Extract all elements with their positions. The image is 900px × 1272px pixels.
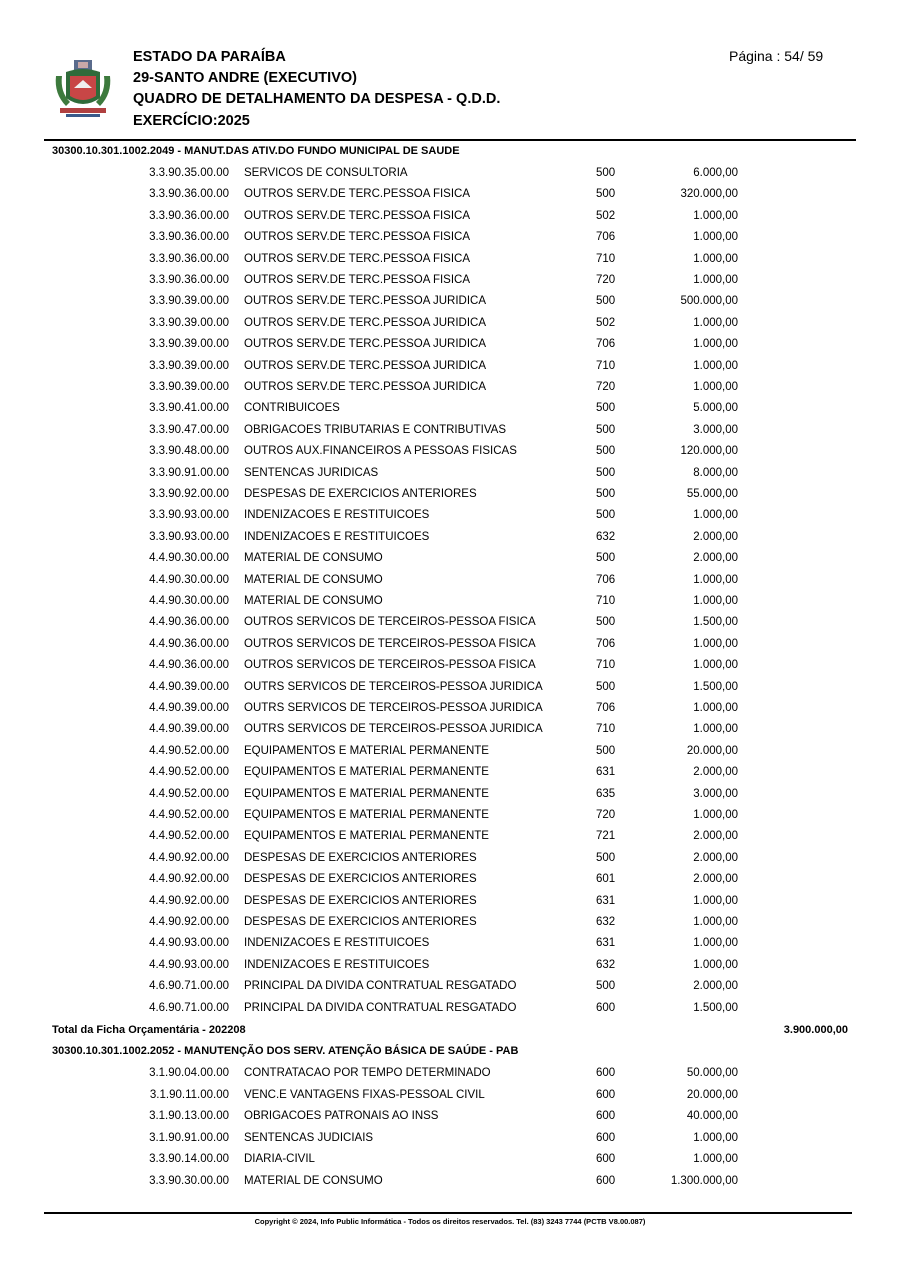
expense-value: 1.000,00 <box>693 231 738 244</box>
expense-value: 1.000,00 <box>693 894 738 907</box>
expense-value: 2.000,00 <box>693 830 738 843</box>
expense-description: SENTENCAS JUDICIAIS <box>244 1131 374 1144</box>
expense-description: CONTRIBUICOES <box>244 402 340 415</box>
expense-value: 500.000,00 <box>680 295 738 308</box>
expense-value: 1.000,00 <box>693 209 738 222</box>
expense-code: 3.3.90.36.00.00 <box>149 209 229 222</box>
expense-code: 3.3.90.47.00.00 <box>149 423 229 436</box>
expense-value: 1.000,00 <box>693 1153 738 1166</box>
expense-description: MATERIAL DE CONSUMO <box>244 1175 383 1187</box>
expense-description: DESPESAS DE EXERCICIOS ANTERIORES <box>244 916 477 928</box>
expense-description: OUTROS SERV.DE TERC.PESSOA JURIDICA <box>244 316 486 329</box>
expense-code: 4.4.90.39.00.00 <box>149 680 229 693</box>
expense-code: 3.3.90.93.00.00 <box>149 530 229 543</box>
table-row <box>0 615 900 636</box>
expense-code: 4.4.90.92.00.00 <box>149 851 229 864</box>
resource-source: 600 <box>596 1088 616 1101</box>
resource-source: 710 <box>596 659 616 672</box>
resource-source: 500 <box>596 851 616 864</box>
expense-value: 3.000,00 <box>693 423 738 436</box>
expense-code: 4.4.90.39.00.00 <box>149 723 229 736</box>
expense-description: MATERIAL DE CONSUMO <box>244 573 383 586</box>
expense-description: EQUIPAMENTOS E MATERIAL PERMANENTE <box>244 809 489 821</box>
header-entity: 29-SANTO ANDRE (EXECUTIVO) <box>133 70 357 86</box>
table-row <box>0 573 900 594</box>
header-state: ESTADO DA PARAÍBA <box>133 49 286 65</box>
expense-description: OUTROS SERV.DE TERC.PESSOA FISICA <box>244 274 471 286</box>
expense-value: 1.000,00 <box>693 937 738 950</box>
resource-source: 600 <box>596 1131 616 1144</box>
expense-code: 4.4.90.92.00.00 <box>149 873 229 886</box>
resource-source: 500 <box>596 167 616 179</box>
expense-value: 1.000,00 <box>693 573 738 586</box>
expense-code: 4.4.90.52.00.00 <box>149 766 229 779</box>
expense-code: 3.3.90.36.00.00 <box>149 252 229 265</box>
expense-description: INDENIZACOES E RESTITUICOES <box>244 530 430 543</box>
expense-description: CONTRATACAO POR TEMPO DETERMINADO <box>244 1067 491 1079</box>
expense-description: OUTROS SERV.DE TERC.PESSOA FISICA <box>244 231 471 244</box>
resource-source: 710 <box>596 723 616 736</box>
table-row <box>0 722 900 743</box>
expense-value: 50.000,00 <box>686 1067 738 1079</box>
expense-description: SERVICOS DE CONSULTORIA <box>244 167 408 179</box>
expense-value: 5.000,00 <box>693 402 738 415</box>
expense-value: 1.000,00 <box>693 916 738 928</box>
expense-value: 2.000,00 <box>693 552 738 565</box>
table-row <box>0 1066 900 1087</box>
resource-source: 502 <box>596 316 616 329</box>
expense-description: OUTROS SERV.DE TERC.PESSOA FISICA <box>244 188 471 201</box>
expense-value: 1.000,00 <box>693 1131 738 1144</box>
table-row <box>0 230 900 251</box>
expense-description: EQUIPAMENTOS E MATERIAL PERMANENTE <box>244 766 489 779</box>
resource-source: 500 <box>596 423 616 436</box>
resource-source: 706 <box>596 637 616 650</box>
expense-description: MATERIAL DE CONSUMO <box>244 595 383 607</box>
expense-code: 4.4.90.52.00.00 <box>149 830 229 843</box>
expense-code: 4.4.90.92.00.00 <box>149 916 229 928</box>
expense-value: 1.500,00 <box>693 616 738 629</box>
table-row <box>0 637 900 658</box>
page-number: Página : 54/ 59 <box>729 48 824 64</box>
resource-source: 500 <box>596 445 616 458</box>
resource-source: 710 <box>596 252 616 265</box>
table-row <box>0 187 900 208</box>
total-value: 3.900.000,00 <box>783 1024 848 1036</box>
resource-source: 500 <box>596 680 616 693</box>
table-row <box>0 551 900 572</box>
table-row <box>0 936 900 957</box>
table-row <box>0 765 900 786</box>
expense-code: 3.3.90.48.00.00 <box>149 445 229 458</box>
table-row <box>0 1109 900 1130</box>
expense-description: PRINCIPAL DA DIVIDA CONTRATUAL RESGATADO <box>244 1001 517 1014</box>
expense-description: DIARIA-CIVIL <box>244 1153 315 1166</box>
expense-value: 1.000,00 <box>693 595 738 607</box>
table-row <box>0 466 900 487</box>
resource-source: 706 <box>596 702 616 714</box>
section-title: 30300.10.301.1002.2052 - MANUTENÇÃO DOS SERV. ATENÇÃO BÁSICA DE SAÚDE - PAB <box>52 1045 519 1057</box>
expense-code: 4.4.90.36.00.00 <box>149 659 229 672</box>
expense-value: 2.000,00 <box>693 980 738 993</box>
resource-source: 500 <box>596 488 616 500</box>
expense-description: DESPESAS DE EXERCICIOS ANTERIORES <box>244 851 477 864</box>
header-report-title: QUADRO DE DETALHAMENTO DA DESPESA - Q.D.D. <box>133 91 501 107</box>
expense-description: OUTROS SERV.DE TERC.PESSOA JURIDICA <box>244 338 486 351</box>
resource-source: 706 <box>596 573 616 586</box>
table-row <box>0 423 900 444</box>
expense-description: PRINCIPAL DA DIVIDA CONTRATUAL RESGATADO <box>244 980 517 993</box>
expense-code: 3.3.90.39.00.00 <box>149 316 229 329</box>
expense-value: 320.000,00 <box>680 188 738 201</box>
expense-code: 3.3.90.36.00.00 <box>149 231 229 244</box>
table-row <box>0 166 900 187</box>
resource-source: 631 <box>596 937 616 950</box>
expense-code: 3.3.90.30.00.00 <box>149 1175 229 1187</box>
expense-value: 2.000,00 <box>693 766 738 779</box>
table-row <box>0 337 900 358</box>
expense-value: 8.000,00 <box>693 466 738 479</box>
expense-value: 1.000,00 <box>693 958 738 971</box>
expense-code: 3.3.90.36.00.00 <box>149 188 229 201</box>
expense-code: 3.3.90.35.00.00 <box>149 167 229 179</box>
expense-description: EQUIPAMENTOS E MATERIAL PERMANENTE <box>244 787 489 800</box>
expense-value: 20.000,00 <box>686 744 738 757</box>
resource-source: 721 <box>596 830 616 843</box>
expense-value: 2.000,00 <box>693 873 738 886</box>
expense-description: OBRIGACOES TRIBUTARIAS E CONTRIBUTIVAS <box>244 423 506 436</box>
resource-source: 710 <box>596 595 616 607</box>
resource-source: 500 <box>596 295 616 308</box>
table-row <box>0 530 900 551</box>
expense-value: 1.000,00 <box>693 274 738 286</box>
table-row <box>0 294 900 315</box>
table-row <box>0 359 900 380</box>
expense-code: 4.4.90.30.00.00 <box>149 552 229 565</box>
resource-source: 500 <box>596 744 616 757</box>
expense-code: 3.3.90.39.00.00 <box>149 381 229 393</box>
expense-code: 4.6.90.71.00.00 <box>149 1001 229 1014</box>
expense-value: 1.000,00 <box>693 723 738 736</box>
expense-description: INDENIZACOES E RESTITUICOES <box>244 509 430 522</box>
expense-description: OBRIGACOES PATRONAIS AO INSS <box>244 1110 439 1123</box>
state-coat-of-arms-logo <box>52 58 114 120</box>
expense-code: 3.1.90.11.00.00 <box>149 1088 229 1101</box>
resource-source: 706 <box>596 338 616 351</box>
expense-description: OUTRS SERVICOS DE TERCEIROS-PESSOA JURIDICA <box>244 723 543 736</box>
expense-description: OUTROS SERVICOS DE TERCEIROS-PESSOA FISICA <box>244 659 536 672</box>
expense-code: 3.3.90.39.00.00 <box>149 295 229 308</box>
expense-description: OUTROS AUX.FINANCEIROS A PESSOAS FISICAS <box>244 445 517 458</box>
expense-code: 4.4.90.39.00.00 <box>149 702 229 714</box>
expense-code: 4.4.90.52.00.00 <box>149 809 229 821</box>
table-row <box>0 1131 900 1152</box>
expense-code: 4.4.90.92.00.00 <box>149 894 229 907</box>
table-row <box>0 979 900 1000</box>
expense-code: 4.4.90.36.00.00 <box>149 637 229 650</box>
expense-value: 1.000,00 <box>693 809 738 821</box>
resource-source: 600 <box>596 1110 616 1123</box>
resource-source: 500 <box>596 188 616 201</box>
expense-value: 1.500,00 <box>693 1001 738 1014</box>
table-row <box>0 252 900 273</box>
table-row <box>0 487 900 508</box>
table-row <box>0 316 900 337</box>
table-row <box>0 1174 900 1195</box>
expense-description: OUTRS SERVICOS DE TERCEIROS-PESSOA JURIDICA <box>244 702 543 714</box>
expense-code: 3.3.90.93.00.00 <box>149 509 229 522</box>
resource-source: 720 <box>596 381 616 393</box>
resource-source: 500 <box>596 552 616 565</box>
expense-code: 4.4.90.93.00.00 <box>149 958 229 971</box>
expense-value: 2.000,00 <box>693 530 738 543</box>
expense-description: SENTENCAS JURIDICAS <box>244 466 379 479</box>
expense-description: OUTROS SERV.DE TERC.PESSOA FISICA <box>244 209 471 222</box>
expense-description: OUTROS SERV.DE TERC.PESSOA JURIDICA <box>244 359 486 372</box>
expense-code: 3.3.90.91.00.00 <box>149 466 229 479</box>
table-row <box>0 872 900 893</box>
expense-code: 4.4.90.30.00.00 <box>149 595 229 607</box>
header-divider <box>44 139 856 141</box>
resource-source: 632 <box>596 916 616 928</box>
expense-code: 4.4.90.36.00.00 <box>149 616 229 629</box>
resource-source: 600 <box>596 1175 616 1187</box>
table-row <box>0 444 900 465</box>
expense-code: 3.3.90.39.00.00 <box>149 338 229 351</box>
expense-value: 1.000,00 <box>693 509 738 522</box>
expense-description: OUTROS SERVICOS DE TERCEIROS-PESSOA FISICA <box>244 637 536 650</box>
expense-code: 3.3.90.92.00.00 <box>149 488 229 500</box>
expense-value: 40.000,00 <box>686 1110 738 1123</box>
table-row <box>0 701 900 722</box>
table-row <box>0 594 900 615</box>
expense-code: 3.1.90.13.00.00 <box>149 1110 229 1123</box>
table-row <box>0 209 900 230</box>
expense-description: EQUIPAMENTOS E MATERIAL PERMANENTE <box>244 744 489 757</box>
expense-description: INDENIZACOES E RESTITUICOES <box>244 937 430 950</box>
expense-value: 1.500,00 <box>693 680 738 693</box>
table-row <box>0 401 900 422</box>
expense-code: 3.3.90.41.00.00 <box>149 402 229 415</box>
expense-value: 55.000,00 <box>686 488 738 500</box>
expense-description: INDENIZACOES E RESTITUICOES <box>244 958 430 971</box>
resource-source: 500 <box>596 466 616 479</box>
resource-source: 500 <box>596 980 616 993</box>
expense-value: 1.000,00 <box>693 359 738 372</box>
table-row <box>0 958 900 979</box>
resource-source: 600 <box>596 1067 616 1079</box>
expense-description: OUTROS SERV.DE TERC.PESSOA JURIDICA <box>244 295 486 308</box>
expense-description: MATERIAL DE CONSUMO <box>244 552 383 565</box>
resource-source: 706 <box>596 231 616 244</box>
resource-source: 632 <box>596 958 616 971</box>
expense-value: 1.000,00 <box>693 316 738 329</box>
table-row <box>0 380 900 401</box>
resource-source: 710 <box>596 359 616 372</box>
expense-value: 1.000,00 <box>693 381 738 393</box>
expense-description: DESPESAS DE EXERCICIOS ANTERIORES <box>244 488 477 500</box>
resource-source: 720 <box>596 274 616 286</box>
resource-source: 635 <box>596 787 616 800</box>
expense-description: OUTROS SERV.DE TERC.PESSOA FISICA <box>244 252 471 265</box>
resource-source: 500 <box>596 509 616 522</box>
resource-source: 632 <box>596 530 616 543</box>
expense-value: 1.000,00 <box>693 338 738 351</box>
section-title: 30300.10.301.1002.2049 - MANUT.DAS ATIV.DO FUNDO MUNICIPAL DE SAUDE <box>52 145 460 157</box>
expense-value: 3.000,00 <box>693 787 738 800</box>
resource-source: 631 <box>596 894 616 907</box>
expense-value: 1.000,00 <box>693 637 738 650</box>
expense-value: 20.000,00 <box>686 1088 738 1101</box>
expense-description: OUTROS SERVICOS DE TERCEIROS-PESSOA FISICA <box>244 616 536 629</box>
expense-description: DESPESAS DE EXERCICIOS ANTERIORES <box>244 873 477 886</box>
copyright-footer: Copyright © 2024, Info Public Informática - Todos os direitos reservados. Tel. (83) 3243 7744 (PCTB V8.00.087) <box>254 1217 646 1226</box>
resource-source: 600 <box>596 1001 616 1014</box>
expense-description: DESPESAS DE EXERCICIOS ANTERIORES <box>244 894 477 907</box>
expense-code: 4.6.90.71.00.00 <box>149 980 229 993</box>
expense-description: EQUIPAMENTOS E MATERIAL PERMANENTE <box>244 830 489 843</box>
expense-value: 6.000,00 <box>693 167 738 179</box>
expense-code: 3.1.90.91.00.00 <box>149 1131 229 1144</box>
expense-code: 4.4.90.52.00.00 <box>149 787 229 800</box>
table-row <box>0 851 900 872</box>
resource-source: 500 <box>596 616 616 629</box>
expense-description: OUTROS SERV.DE TERC.PESSOA JURIDICA <box>244 381 486 393</box>
expense-value: 1.300.000,00 <box>670 1175 738 1187</box>
resource-source: 601 <box>596 873 616 886</box>
table-row <box>0 1001 900 1022</box>
expense-value: 2.000,00 <box>693 851 738 864</box>
table-row <box>0 915 900 936</box>
table-row <box>0 744 900 765</box>
table-row <box>0 894 900 915</box>
expense-code: 3.3.90.14.00.00 <box>149 1153 229 1166</box>
resource-source: 720 <box>596 809 616 821</box>
expense-code: 4.4.90.93.00.00 <box>149 937 229 950</box>
expense-code: 4.4.90.30.00.00 <box>149 573 229 586</box>
expense-value: 1.000,00 <box>693 659 738 672</box>
expense-code: 3.3.90.36.00.00 <box>149 274 229 286</box>
expense-value: 1.000,00 <box>693 252 738 265</box>
resource-source: 500 <box>596 402 616 415</box>
expense-code: 3.1.90.04.00.00 <box>149 1067 229 1079</box>
table-row <box>0 1152 900 1173</box>
table-row <box>0 829 900 850</box>
resource-source: 631 <box>596 766 616 779</box>
expense-description: VENC.E VANTAGENS FIXAS-PESSOAL CIVIL <box>244 1088 485 1101</box>
resource-source: 502 <box>596 209 616 222</box>
table-row <box>0 273 900 294</box>
table-row <box>0 1088 900 1109</box>
expense-value: 120.000,00 <box>680 445 738 458</box>
resource-source: 600 <box>596 1153 616 1166</box>
expense-code: 4.4.90.52.00.00 <box>149 744 229 757</box>
footer-divider <box>44 1212 852 1214</box>
table-row <box>0 680 900 701</box>
expense-code: 3.3.90.39.00.00 <box>149 359 229 372</box>
table-row <box>0 658 900 679</box>
table-row <box>0 787 900 808</box>
table-row <box>0 808 900 829</box>
total-label: Total da Ficha Orçamentária - 202208 <box>52 1024 246 1036</box>
table-row <box>0 508 900 529</box>
header-exercise: EXERCÍCIO:2025 <box>133 113 250 129</box>
expense-description: OUTRS SERVICOS DE TERCEIROS-PESSOA JURIDICA <box>244 680 543 693</box>
expense-value: 1.000,00 <box>693 702 738 714</box>
